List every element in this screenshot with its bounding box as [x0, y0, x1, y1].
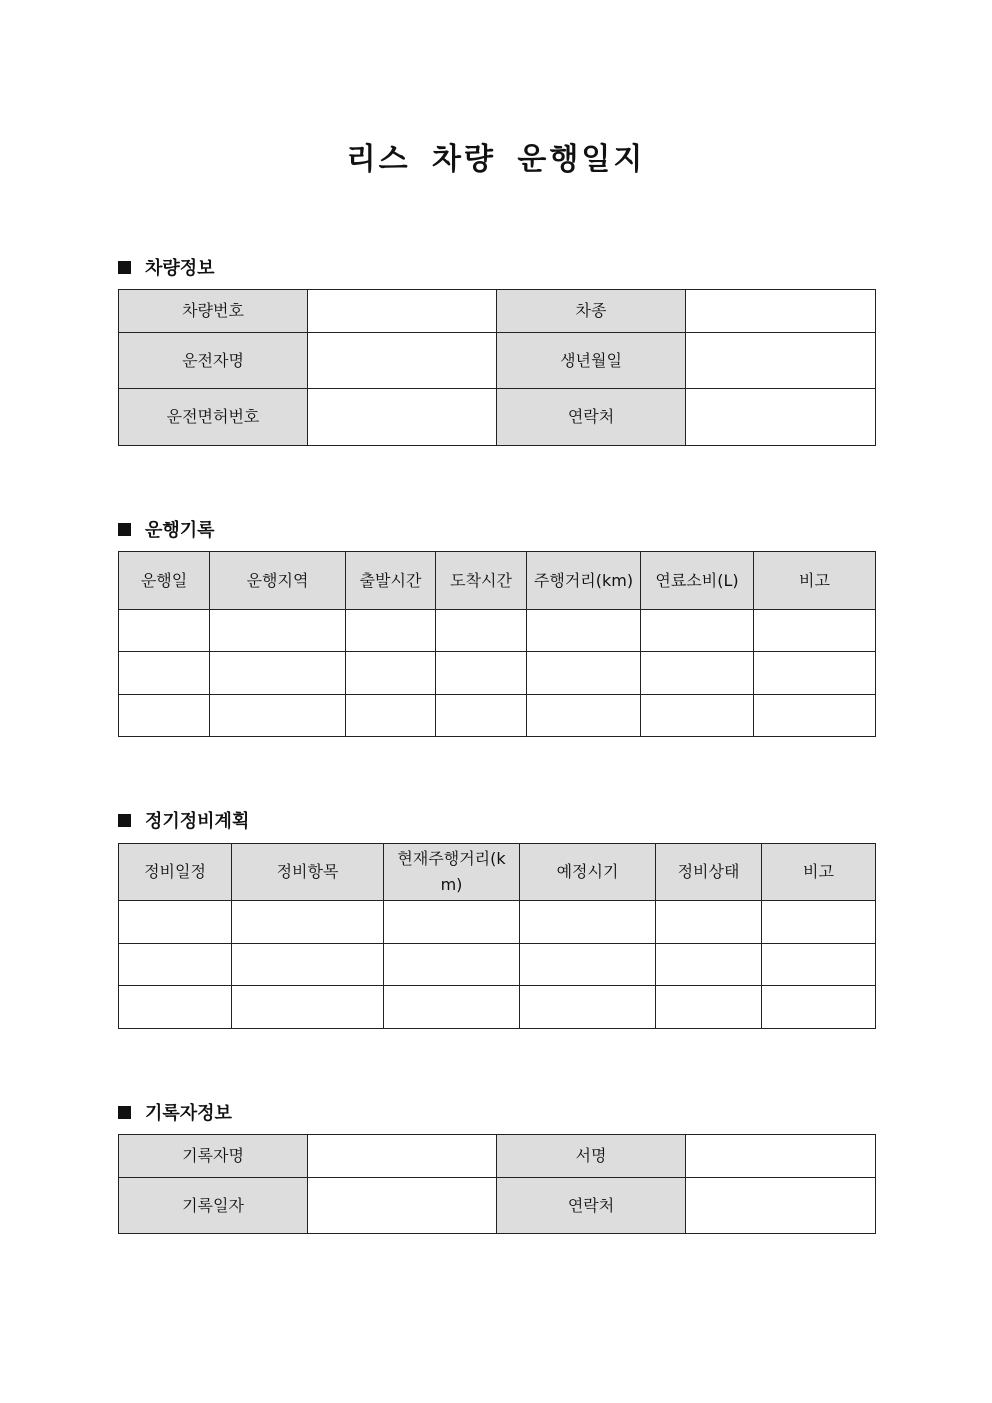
column-header: 도착시간 [436, 552, 527, 610]
column-header: 운행지역 [210, 552, 346, 610]
input-cell[interactable] [686, 1178, 876, 1234]
table-cell[interactable] [520, 901, 656, 944]
column-header: 정비항목 [232, 844, 384, 901]
table-cell[interactable] [762, 901, 876, 944]
section-heading-vehicle-info [118, 254, 215, 280]
table-cell[interactable] [527, 610, 641, 652]
input-cell[interactable] [686, 290, 876, 333]
table-cell[interactable] [641, 695, 754, 737]
column-header: 주행거리(km) [527, 552, 641, 610]
table-header-row [119, 552, 876, 610]
table-row [119, 333, 876, 389]
table-cell[interactable] [384, 986, 520, 1029]
column-header: 현재주행거리(km) [384, 844, 520, 901]
square-bullet-icon [118, 814, 131, 827]
table-row [119, 901, 876, 944]
table-cell[interactable] [527, 695, 641, 737]
table-row [119, 652, 876, 695]
vehicle-info-table [118, 289, 876, 446]
table-cell[interactable] [754, 652, 876, 695]
label-cell: 생년월일 [497, 333, 686, 389]
input-cell[interactable] [686, 333, 876, 389]
table-cell[interactable] [384, 901, 520, 944]
square-bullet-icon [118, 1106, 131, 1119]
label-cell: 연락처 [497, 1178, 686, 1234]
driving-log-table [118, 551, 876, 737]
table-cell[interactable] [754, 695, 876, 737]
table-row [119, 290, 876, 333]
column-header: 비고 [762, 844, 876, 901]
table-cell[interactable] [762, 944, 876, 986]
table-row [119, 389, 876, 446]
recorder-info-table [118, 1134, 876, 1234]
table-cell[interactable] [656, 901, 762, 944]
label-cell: 서명 [497, 1135, 686, 1178]
table-cell[interactable] [384, 944, 520, 986]
table-cell[interactable] [119, 986, 232, 1029]
section-heading-driving-log [118, 516, 215, 542]
input-cell[interactable] [308, 290, 497, 333]
input-cell[interactable] [686, 1135, 876, 1178]
section-heading-maintenance-plan [118, 807, 249, 833]
square-bullet-icon [118, 261, 131, 274]
table-cell[interactable] [346, 610, 436, 652]
table-cell[interactable] [754, 610, 876, 652]
column-header: 운행일 [119, 552, 210, 610]
column-header: 연료소비(L) [641, 552, 754, 610]
section-heading-label: 정기정비계획 [145, 811, 250, 832]
table-cell[interactable] [119, 695, 210, 737]
label-cell: 기록일자 [119, 1178, 308, 1234]
table-cell[interactable] [232, 986, 384, 1029]
input-cell[interactable] [308, 1135, 497, 1178]
table-cell[interactable] [527, 652, 641, 695]
table-row [119, 944, 876, 986]
table-cell[interactable] [346, 652, 436, 695]
table-cell[interactable] [436, 695, 527, 737]
table-cell[interactable] [641, 652, 754, 695]
label-cell: 연락처 [497, 389, 686, 446]
column-header: 예정시기 [520, 844, 656, 901]
label-cell: 차량번호 [119, 290, 308, 333]
table-cell[interactable] [656, 944, 762, 986]
table-row [119, 695, 876, 737]
table-cell[interactable] [119, 901, 232, 944]
label-cell: 운전면허번호 [119, 389, 308, 446]
input-cell[interactable] [308, 1178, 497, 1234]
table-cell[interactable] [232, 944, 384, 986]
section-heading-label: 기록자정보 [145, 1103, 232, 1124]
table-row [119, 986, 876, 1029]
table-row [119, 1135, 876, 1178]
square-bullet-icon [118, 523, 131, 536]
table-cell[interactable] [520, 986, 656, 1029]
table-row [119, 1178, 876, 1234]
table-cell[interactable] [210, 695, 346, 737]
label-cell: 운전자명 [119, 333, 308, 389]
section-heading-recorder-info [118, 1099, 232, 1125]
input-cell[interactable] [308, 333, 497, 389]
table-cell[interactable] [119, 944, 232, 986]
section-heading-label: 차량정보 [145, 258, 215, 279]
column-header: 출발시간 [346, 552, 436, 610]
table-row [119, 610, 876, 652]
table-cell[interactable] [119, 652, 210, 695]
column-header: 정비일정 [119, 844, 232, 901]
label-cell: 차종 [497, 290, 686, 333]
table-cell[interactable] [656, 986, 762, 1029]
table-cell[interactable] [346, 695, 436, 737]
column-header: 정비상태 [656, 844, 762, 901]
table-cell[interactable] [119, 610, 210, 652]
table-cell[interactable] [210, 652, 346, 695]
table-cell[interactable] [210, 610, 346, 652]
table-cell[interactable] [520, 944, 656, 986]
table-header-row [119, 844, 876, 901]
column-header: 비고 [754, 552, 876, 610]
table-cell[interactable] [641, 610, 754, 652]
table-cell[interactable] [436, 652, 527, 695]
label-cell: 기록자명 [119, 1135, 308, 1178]
section-heading-label: 운행기록 [145, 520, 215, 541]
table-cell[interactable] [436, 610, 527, 652]
input-cell[interactable] [308, 389, 497, 446]
table-cell[interactable] [232, 901, 384, 944]
input-cell[interactable] [686, 389, 876, 446]
maintenance-plan-table [118, 843, 876, 1029]
document-title: 리스 차량 운행일지 [346, 142, 646, 177]
table-cell[interactable] [762, 986, 876, 1029]
